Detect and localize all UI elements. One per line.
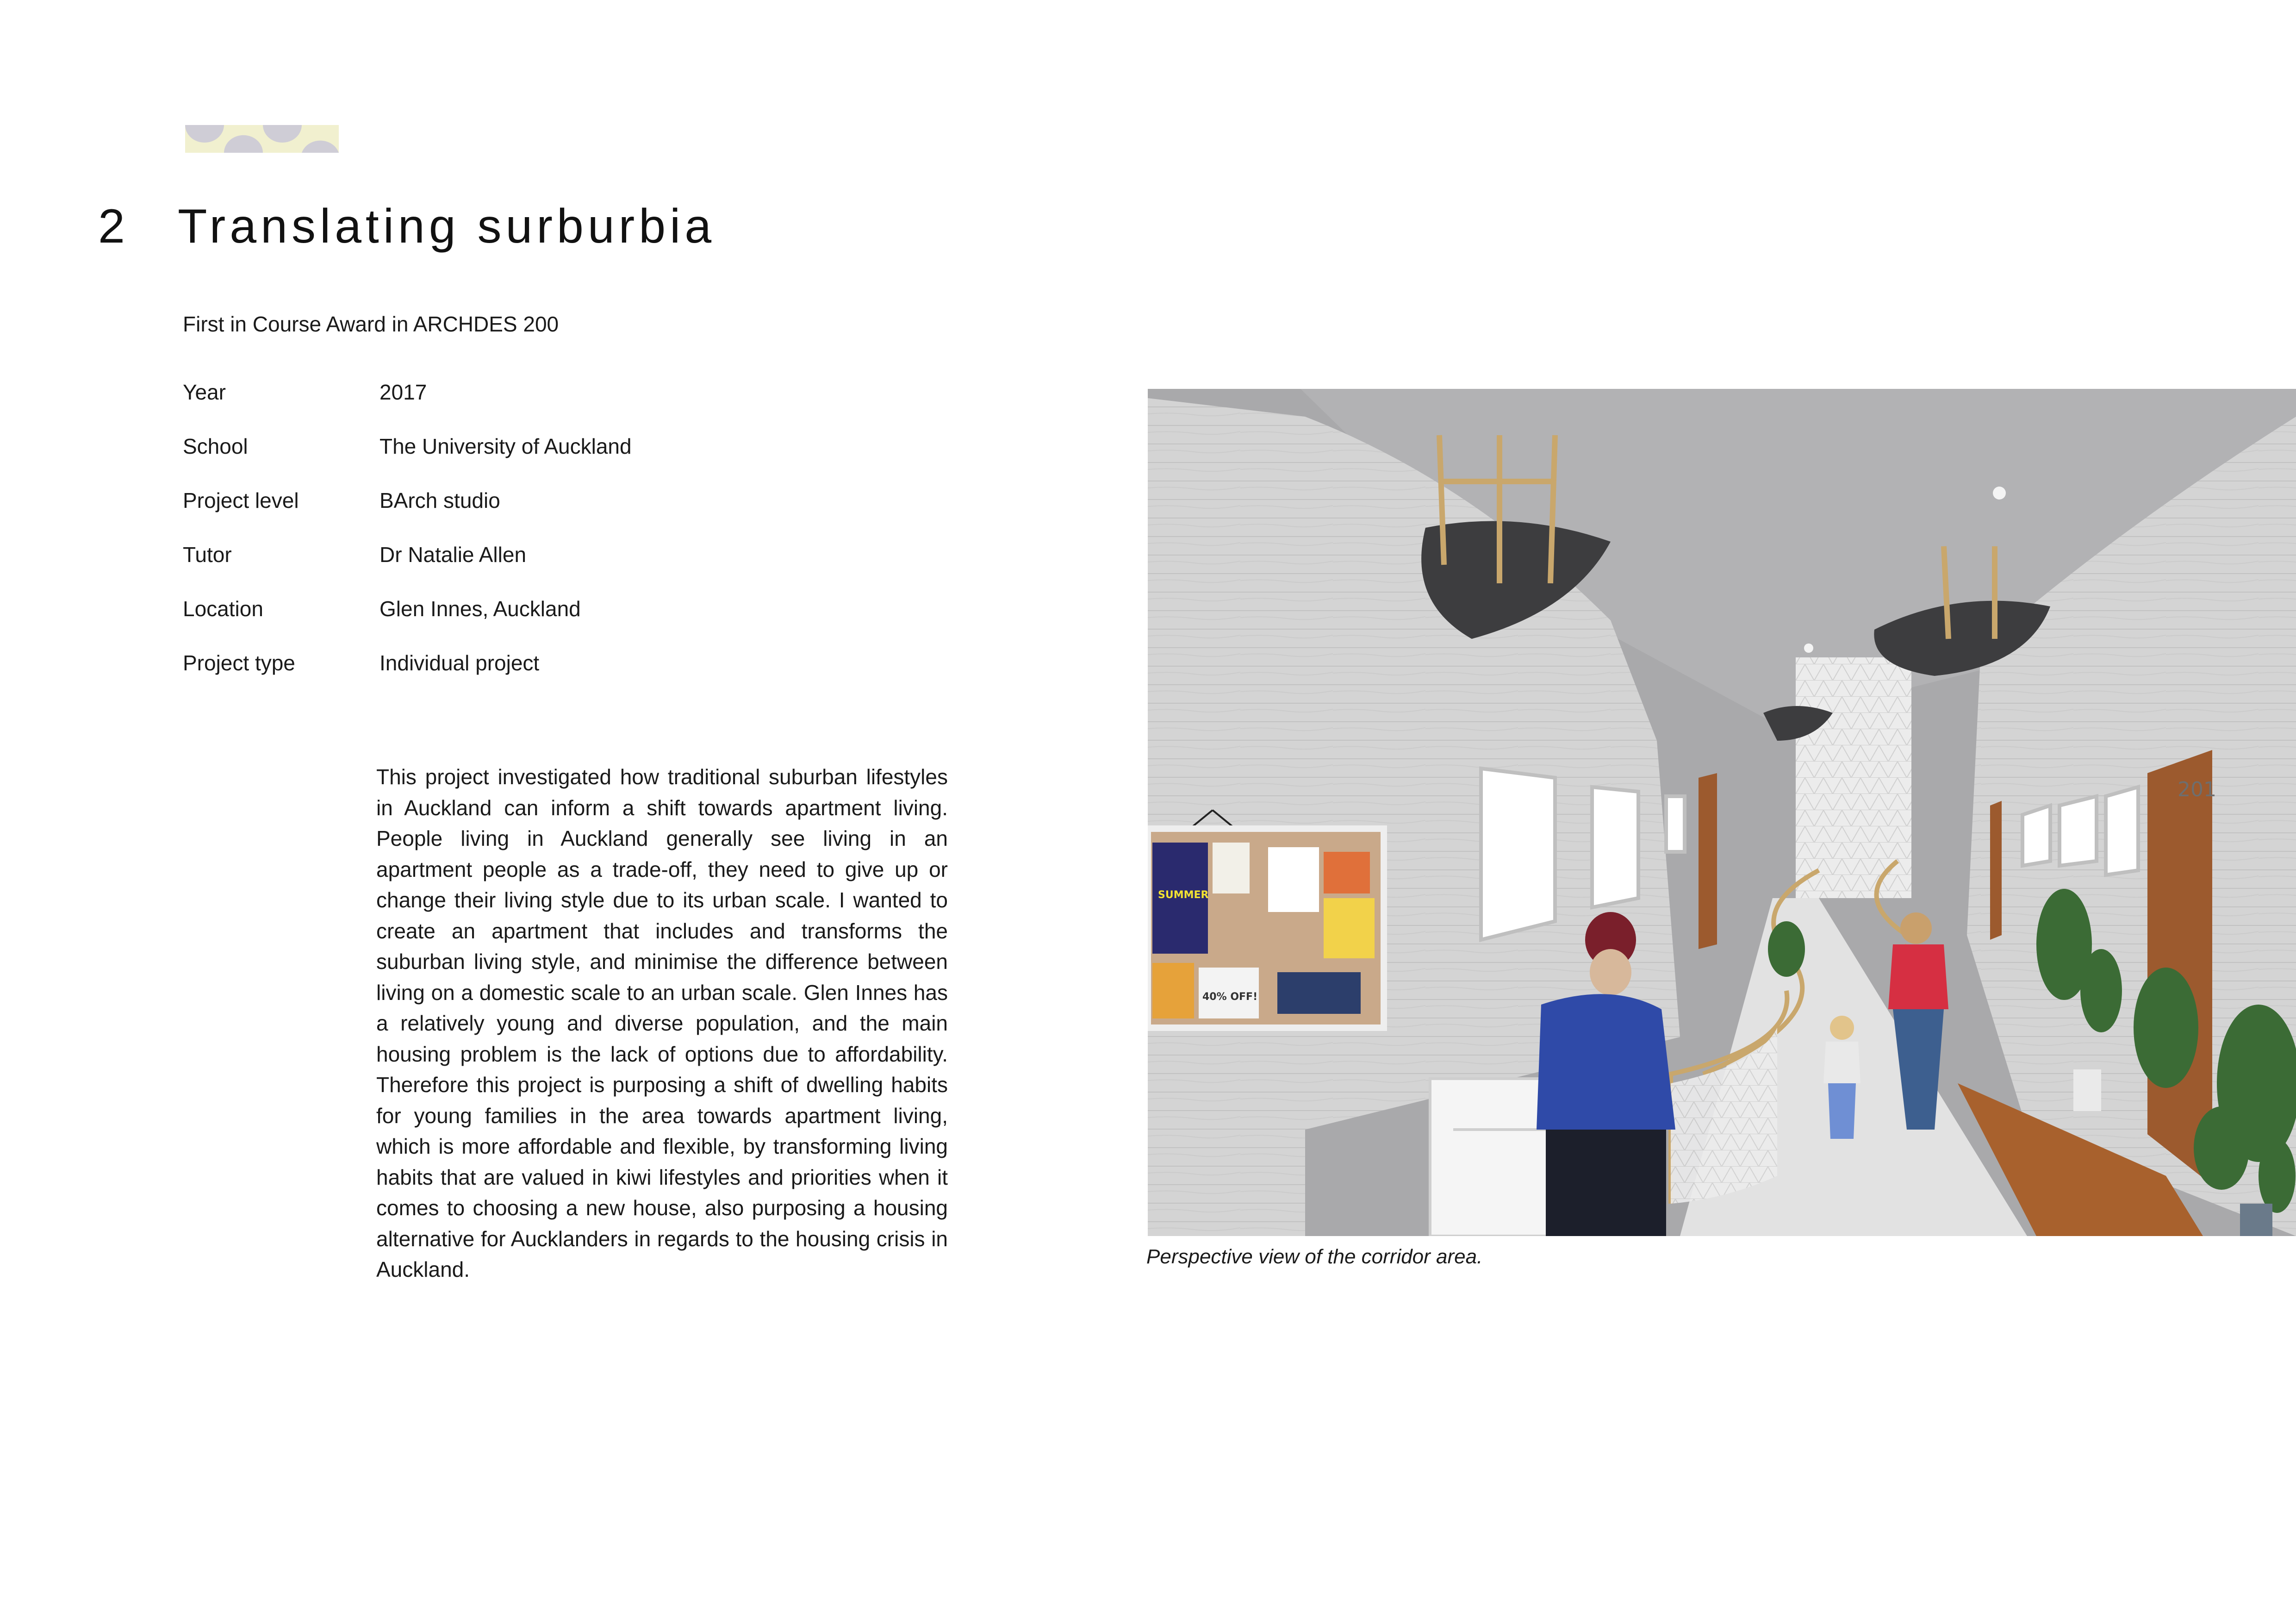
project-description: This project investigated how traditional suburban lifestyles in Auckland can inform a shift towards apartment living. People living in Auckland generally see living in an apartment people as a trade-off, they need to give up or change their living style due to its urban scale. I wanted to create an apartment that includes and transforms the suburban living style, and minimise the difference between living on a domestic scale to an urban scale. Glen Innes has a relatively young and diverse population, and the main housing problem is the lack of options due to affordability. Therefore this project is purposing a shift of dwelling habits for young families in the area towards apartment living, which is more affordable and flexible, by transforming living habits that are valued in kiwi lifestyles and priorities when it comes to choosing a new house, also purposing a housing alternative for Aucklanders in regards to the housing crisis in Auckland. — [376, 765, 948, 1281]
detail-value: BArch studio — [380, 488, 500, 512]
detail-label: Location — [183, 597, 263, 621]
poster-discount: 40% OFF! — [1202, 991, 1258, 1003]
section-number: 2 — [98, 200, 129, 253]
detail-value: Glen Innes, Auckland — [380, 597, 581, 621]
detail-value: 2017 — [380, 380, 427, 404]
section-title — [98, 199, 716, 259]
decorative-pattern-swatch — [185, 125, 339, 153]
detail-label: School — [183, 434, 248, 458]
detail-label: Project level — [183, 488, 299, 512]
detail-value: Dr Natalie Allen — [380, 543, 527, 567]
detail-value: The University of Auckland — [380, 434, 632, 458]
detail-label: Tutor — [183, 543, 232, 567]
image-caption: Perspective view of the corridor area. — [1146, 1245, 1483, 1268]
poster-summer: SUMMER — [1158, 889, 1209, 901]
detail-label: Project type — [183, 651, 295, 675]
door-number: 201 — [2178, 778, 2216, 801]
section-title-text: Translating surburbia — [178, 200, 716, 253]
award-line: First in Course Award in ARCHDES 200 — [183, 312, 559, 336]
detail-value: Individual project — [380, 651, 540, 675]
corridor-perspective-image — [1148, 389, 2296, 1236]
detail-label: Year — [183, 380, 226, 404]
